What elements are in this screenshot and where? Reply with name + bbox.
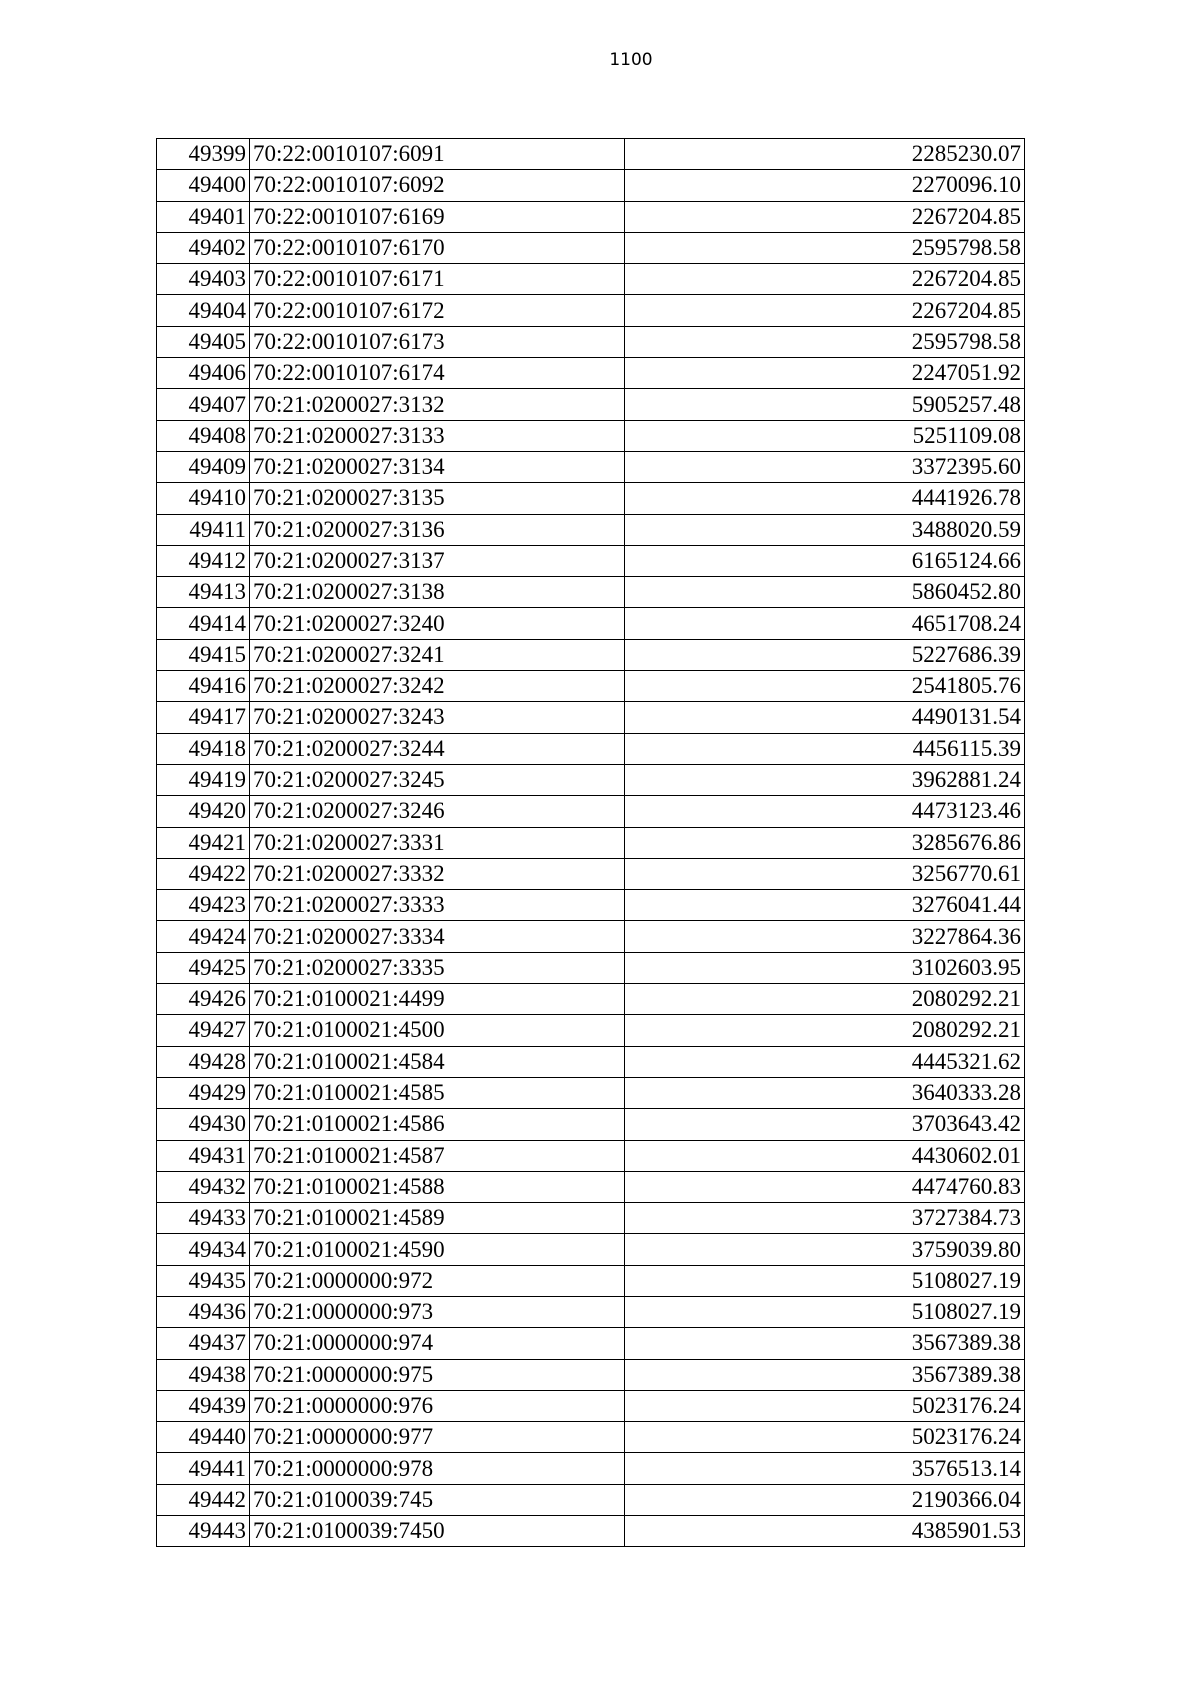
value-cell: 2270096.10 [625, 170, 1025, 201]
row-number-cell: 49410 [157, 483, 250, 514]
row-number-cell: 49408 [157, 420, 250, 451]
cadastral-number-cell: 70:21:0100021:4590 [250, 1234, 625, 1265]
value-cell: 3962881.24 [625, 764, 1025, 795]
row-number-cell: 49443 [157, 1516, 250, 1547]
row-number-cell: 49414 [157, 608, 250, 639]
row-number-cell: 49422 [157, 858, 250, 889]
value-cell: 3227864.36 [625, 921, 1025, 952]
value-cell: 4474760.83 [625, 1171, 1025, 1202]
row-number-cell: 49401 [157, 201, 250, 232]
table-row [157, 1234, 1025, 1265]
table-row [157, 639, 1025, 670]
value-cell: 3727384.73 [625, 1203, 1025, 1234]
value-cell: 4490131.54 [625, 702, 1025, 733]
cadastral-number-cell: 70:21:0000000:974 [250, 1328, 625, 1359]
table-row [157, 1140, 1025, 1171]
value-cell: 3285676.86 [625, 827, 1025, 858]
cadastral-number-cell: 70:21:0200027:3137 [250, 545, 625, 576]
table-row [157, 545, 1025, 576]
table-row [157, 1046, 1025, 1077]
value-cell: 2285230.07 [625, 139, 1025, 170]
value-cell: 2541805.76 [625, 671, 1025, 702]
table-row [157, 358, 1025, 389]
value-cell: 5905257.48 [625, 389, 1025, 420]
value-cell: 2080292.21 [625, 1015, 1025, 1046]
cadastral-number-cell: 70:22:0010107:6171 [250, 264, 625, 295]
table-row [157, 295, 1025, 326]
cadastral-number-cell: 70:21:0200027:3138 [250, 577, 625, 608]
cadastral-number-cell: 70:22:0010107:6172 [250, 295, 625, 326]
table-row [157, 1359, 1025, 1390]
cadastral-number-cell: 70:21:0200027:3333 [250, 890, 625, 921]
value-cell: 4445321.62 [625, 1046, 1025, 1077]
table-row [157, 170, 1025, 201]
cadastral-number-cell: 70:21:0100021:4585 [250, 1077, 625, 1108]
row-number-cell: 49403 [157, 264, 250, 295]
cadastral-number-cell: 70:21:0200027:3335 [250, 952, 625, 983]
page-number: 1100 [609, 50, 653, 70]
value-cell: 3703643.42 [625, 1109, 1025, 1140]
value-cell: 3372395.60 [625, 451, 1025, 482]
row-number-cell: 49417 [157, 702, 250, 733]
table-row [157, 764, 1025, 795]
data-table [156, 138, 1025, 1547]
cadastral-number-cell: 70:21:0200027:3332 [250, 858, 625, 889]
row-number-cell: 49405 [157, 326, 250, 357]
value-cell: 5108027.19 [625, 1265, 1025, 1296]
cadastral-number-cell: 70:21:0100021:4588 [250, 1171, 625, 1202]
value-cell: 5108027.19 [625, 1296, 1025, 1327]
value-cell: 5860452.80 [625, 577, 1025, 608]
cadastral-number-cell: 70:21:0200027:3136 [250, 514, 625, 545]
cadastral-number-cell: 70:21:0100021:4587 [250, 1140, 625, 1171]
cadastral-number-cell: 70:21:0100021:4586 [250, 1109, 625, 1140]
row-number-cell: 49423 [157, 890, 250, 921]
table-row [157, 232, 1025, 263]
value-cell: 3276041.44 [625, 890, 1025, 921]
cadastral-number-cell: 70:21:0000000:978 [250, 1453, 625, 1484]
row-number-cell: 49421 [157, 827, 250, 858]
value-cell: 3256770.61 [625, 858, 1025, 889]
row-number-cell: 49430 [157, 1109, 250, 1140]
value-cell: 2267204.85 [625, 264, 1025, 295]
table-row [157, 483, 1025, 514]
row-number-cell: 49440 [157, 1422, 250, 1453]
cadastral-number-cell: 70:21:0200027:3240 [250, 608, 625, 639]
cadastral-number-cell: 70:22:0010107:6170 [250, 232, 625, 263]
cadastral-number-cell: 70:21:0100039:7450 [250, 1516, 625, 1547]
table-row [157, 1484, 1025, 1515]
cadastral-number-cell: 70:21:0200027:3241 [250, 639, 625, 670]
cadastral-number-cell: 70:21:0200027:3243 [250, 702, 625, 733]
cadastral-number-cell: 70:22:0010107:6091 [250, 139, 625, 170]
table-row [157, 1453, 1025, 1484]
cadastral-number-cell: 70:21:0000000:976 [250, 1390, 625, 1421]
row-number-cell: 49412 [157, 545, 250, 576]
cadastral-number-cell: 70:21:0100021:4589 [250, 1203, 625, 1234]
table-row [157, 451, 1025, 482]
cadastral-number-cell: 70:21:0200027:3133 [250, 420, 625, 451]
cadastral-number-cell: 70:21:0200027:3331 [250, 827, 625, 858]
cadastral-number-cell: 70:21:0200027:3132 [250, 389, 625, 420]
value-cell: 4456115.39 [625, 733, 1025, 764]
value-cell: 3567389.38 [625, 1328, 1025, 1359]
value-cell: 4651708.24 [625, 608, 1025, 639]
row-number-cell: 49441 [157, 1453, 250, 1484]
table-row [157, 1265, 1025, 1296]
row-number-cell: 49439 [157, 1390, 250, 1421]
row-number-cell: 49431 [157, 1140, 250, 1171]
row-number-cell: 49426 [157, 984, 250, 1015]
table-row [157, 1328, 1025, 1359]
table-row [157, 1516, 1025, 1547]
value-cell: 2267204.85 [625, 295, 1025, 326]
table-row [157, 389, 1025, 420]
value-cell: 4430602.01 [625, 1140, 1025, 1171]
row-number-cell: 49442 [157, 1484, 250, 1515]
table-row [157, 1077, 1025, 1108]
table-row [157, 577, 1025, 608]
row-number-cell: 49415 [157, 639, 250, 670]
row-number-cell: 49413 [157, 577, 250, 608]
cadastral-number-cell: 70:21:0100039:745 [250, 1484, 625, 1515]
cadastral-number-cell: 70:22:0010107:6173 [250, 326, 625, 357]
table-row [157, 952, 1025, 983]
value-cell: 3640333.28 [625, 1077, 1025, 1108]
table-row [157, 1171, 1025, 1202]
table-row [157, 671, 1025, 702]
table-row [157, 264, 1025, 295]
cadastral-number-cell: 70:21:0000000:977 [250, 1422, 625, 1453]
cadastral-number-cell: 70:22:0010107:6092 [250, 170, 625, 201]
row-number-cell: 49409 [157, 451, 250, 482]
table-row [157, 420, 1025, 451]
table-row [157, 326, 1025, 357]
row-number-cell: 49427 [157, 1015, 250, 1046]
value-cell: 4441926.78 [625, 483, 1025, 514]
cadastral-number-cell: 70:21:0200027:3245 [250, 764, 625, 795]
row-number-cell: 49434 [157, 1234, 250, 1265]
value-cell: 2190366.04 [625, 1484, 1025, 1515]
table-row [157, 1015, 1025, 1046]
table-row [157, 1422, 1025, 1453]
cadastral-number-cell: 70:22:0010107:6169 [250, 201, 625, 232]
cadastral-number-cell: 70:21:0200027:3246 [250, 796, 625, 827]
value-cell: 2595798.58 [625, 326, 1025, 357]
value-cell: 3102603.95 [625, 952, 1025, 983]
row-number-cell: 49411 [157, 514, 250, 545]
cadastral-number-cell: 70:21:0000000:973 [250, 1296, 625, 1327]
value-cell: 3567389.38 [625, 1359, 1025, 1390]
cadastral-number-cell: 70:22:0010107:6174 [250, 358, 625, 389]
value-cell: 5023176.24 [625, 1422, 1025, 1453]
value-cell: 4473123.46 [625, 796, 1025, 827]
row-number-cell: 49433 [157, 1203, 250, 1234]
table-row [157, 827, 1025, 858]
value-cell: 2267204.85 [625, 201, 1025, 232]
cadastral-number-cell: 70:21:0200027:3242 [250, 671, 625, 702]
row-number-cell: 49436 [157, 1296, 250, 1327]
row-number-cell: 49432 [157, 1171, 250, 1202]
row-number-cell: 49404 [157, 295, 250, 326]
table-row [157, 608, 1025, 639]
table-row [157, 890, 1025, 921]
table-row [157, 984, 1025, 1015]
cadastral-number-cell: 70:21:0000000:975 [250, 1359, 625, 1390]
value-cell: 3576513.14 [625, 1453, 1025, 1484]
cadastral-number-cell: 70:21:0100021:4584 [250, 1046, 625, 1077]
row-number-cell: 49399 [157, 139, 250, 170]
value-cell: 4385901.53 [625, 1516, 1025, 1547]
cadastral-number-cell: 70:21:0200027:3135 [250, 483, 625, 514]
value-cell: 6165124.66 [625, 545, 1025, 576]
table-row [157, 733, 1025, 764]
table-row [157, 1109, 1025, 1140]
row-number-cell: 49407 [157, 389, 250, 420]
row-number-cell: 49424 [157, 921, 250, 952]
row-number-cell: 49418 [157, 733, 250, 764]
row-number-cell: 49406 [157, 358, 250, 389]
value-cell: 2247051.92 [625, 358, 1025, 389]
table-row [157, 514, 1025, 545]
cadastral-number-cell: 70:21:0200027:3334 [250, 921, 625, 952]
table-row [157, 796, 1025, 827]
table-row [157, 858, 1025, 889]
value-cell: 3488020.59 [625, 514, 1025, 545]
row-number-cell: 49402 [157, 232, 250, 263]
row-number-cell: 49428 [157, 1046, 250, 1077]
value-cell: 5227686.39 [625, 639, 1025, 670]
cadastral-number-cell: 70:21:0100021:4499 [250, 984, 625, 1015]
table-row [157, 201, 1025, 232]
row-number-cell: 49420 [157, 796, 250, 827]
row-number-cell: 49435 [157, 1265, 250, 1296]
cadastral-number-cell: 70:21:0100021:4500 [250, 1015, 625, 1046]
row-number-cell: 49438 [157, 1359, 250, 1390]
row-number-cell: 49400 [157, 170, 250, 201]
value-cell: 5023176.24 [625, 1390, 1025, 1421]
value-cell: 2080292.21 [625, 984, 1025, 1015]
table-row [157, 921, 1025, 952]
value-cell: 5251109.08 [625, 420, 1025, 451]
cadastral-number-cell: 70:21:0000000:972 [250, 1265, 625, 1296]
row-number-cell: 49425 [157, 952, 250, 983]
table-row [157, 702, 1025, 733]
value-cell: 2595798.58 [625, 232, 1025, 263]
row-number-cell: 49419 [157, 764, 250, 795]
cadastral-number-cell: 70:21:0200027:3134 [250, 451, 625, 482]
table-body [157, 139, 1025, 1547]
table-row [157, 139, 1025, 170]
table-row [157, 1203, 1025, 1234]
row-number-cell: 49429 [157, 1077, 250, 1108]
table-row [157, 1296, 1025, 1327]
cadastral-number-cell: 70:21:0200027:3244 [250, 733, 625, 764]
row-number-cell: 49437 [157, 1328, 250, 1359]
row-number-cell: 49416 [157, 671, 250, 702]
table-row [157, 1390, 1025, 1421]
value-cell: 3759039.80 [625, 1234, 1025, 1265]
